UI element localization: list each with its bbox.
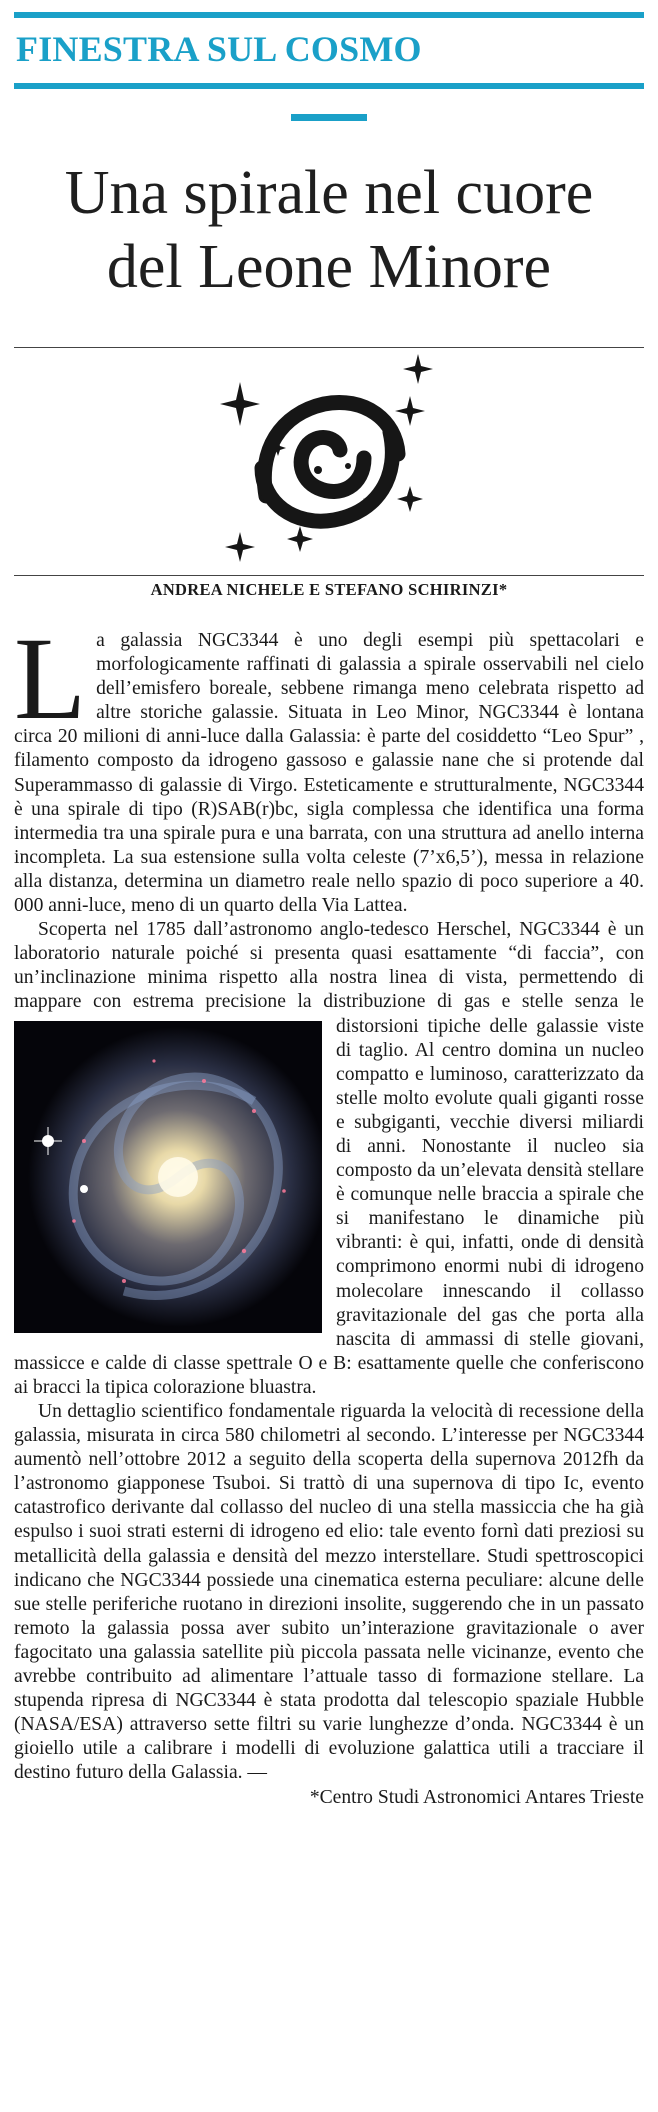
page-title bbox=[0, 156, 658, 304]
section-rubric: FINESTRA SUL COSMO bbox=[16, 29, 422, 69]
paragraph-2-text-after-photo: galassie viste di taglio. Al centro domina un nucleo compatto e luminoso, caratterizzato da stelle molto evolute quali giganti rosse e subgiganti, vecchie diversi miliardi di anni. Nonostante il nucleo sia composto da un’elevata densità stellare è comunque nelle braccia a spirale che si manifestano le dinamiche più vibranti: è qui, infatti, onde di densità comprimono enormi nubi di idrogeno molecolare innescando il collasso gravitazionale del gas che porta alla nascita di ammassi di stelle giovani, massicce e calde di classe spettrale O e B: esattamente quelle che conferiscono ai bracci la tipica colorazione bluastra. bbox=[14, 1015, 644, 1398]
spiral-galaxy-icon bbox=[214, 346, 444, 576]
title-line-1: Una spirale nel cuore bbox=[64, 159, 594, 227]
article-body bbox=[14, 613, 644, 1810]
paragraph-1-text: a galassia NGC3344 è uno degli esempi più spettacolari e morfologicamente raffinati di galassia a spirale osservabili nel cielo dell’emisfero boreale, sebbene rimanga meno celebrata rispetto ad altre storiche galassie. Situata in Leo Minor, NGC3344 è lontana circa 20 milioni di anni-luce dalla Galassia: è parte del cosiddetto “Leo Spur” , filamento composto da idrogeno gassoso e galassie nane che si protende dal Superammasso di galassie di Virgo. Esteticamente e strutturalmente, NGC3344 è una spirale di tipo (R)SAB(r)bc, sigla complessa che identifica una forma intermedia tra una spirale pura e una barrata, con una struttura ad anello interna incompleta. La sua estensione sulla volta celeste (7’x6,5’), messa in relazione alla distanza, determina un diametro reale nello spazio di poco superiore a 40. 000 anni-luce, meno di un quarto della Via Lattea. bbox=[14, 630, 644, 917]
top-accent-bar bbox=[14, 12, 644, 18]
article-paragraph-1 bbox=[14, 613, 644, 918]
rubric-underline-bar bbox=[14, 83, 644, 89]
byline-divider bbox=[14, 575, 644, 576]
article-paragraph-2 bbox=[14, 918, 644, 1400]
title-line-2: del Leone Minore bbox=[106, 233, 552, 301]
title-accent-dash bbox=[291, 114, 367, 121]
galaxy-photo bbox=[14, 1021, 322, 1333]
paragraph-3-text: Un dettaglio scientifico fondamentale riguarda la velocità di recessione della galassia, misurata in circa 580 chilometri al secondo. L’interesse per NGC3344 aumentò nell’ottobre 2012 a seguito della scoperta della supernova 2012fh da l’astronomo giapponese Tsuboi. Si trattò di una supernova di tipo Ic, evento catastrofico derivante dal collasso del nucleo di una stella massiccia che ha già espulso i suoi strati esterni di idrogeno ed elio: tale evento fornì dati preziosi su metallicità della galassia e densità del mezzo interstellare. Studi spettroscopici indicano che NGC3344 possiede una cinematica esterna peculiare: alcune delle sue stelle periferiche ruotano in direzioni insolite, suggerendo che in un passato remoto la galassia possa aver subito un’interazione gravitazionale o aver fagocitato una galassia satellite più piccola passata nelle vicinanze, evento che avrebbe contribuito ad alimentare l’attuale tasso di formazione stellare. La stupenda ripresa di NGC3344 è stata prodotta dal telescopio spaziale Hubble (NASA/ESA) attraverso sette filtri su varie lunghezze d’onda. NGC3344 è un gioiello utile a calibrare i modelli di evoluzione galattica utili a tracciare il destino futuro della Galassia. — bbox=[14, 1401, 644, 1784]
paragraph-2-text-before-photo: Scoperta nel 1785 dall’astronomo anglo-tedesco Herschel, NGC3344 è un laboratorio naturale poiché si presenta quasi esattamente “di faccia”, con un’inclinazione minima rispetto alla nostra linea di vista, permettendo di mappare con estrema precisione la distribuzione di gas e stelle senza le distorsioni tipiche delle bbox=[14, 919, 644, 1037]
article-paragraph-3 bbox=[14, 1400, 644, 1810]
author-byline: ANDREA NICHELE E STEFANO SCHIRINZI* bbox=[150, 580, 508, 599]
author-affiliation: *Centro Studi Astronomici Antares Trieste bbox=[309, 1786, 644, 1808]
drop-cap: L bbox=[14, 613, 87, 744]
